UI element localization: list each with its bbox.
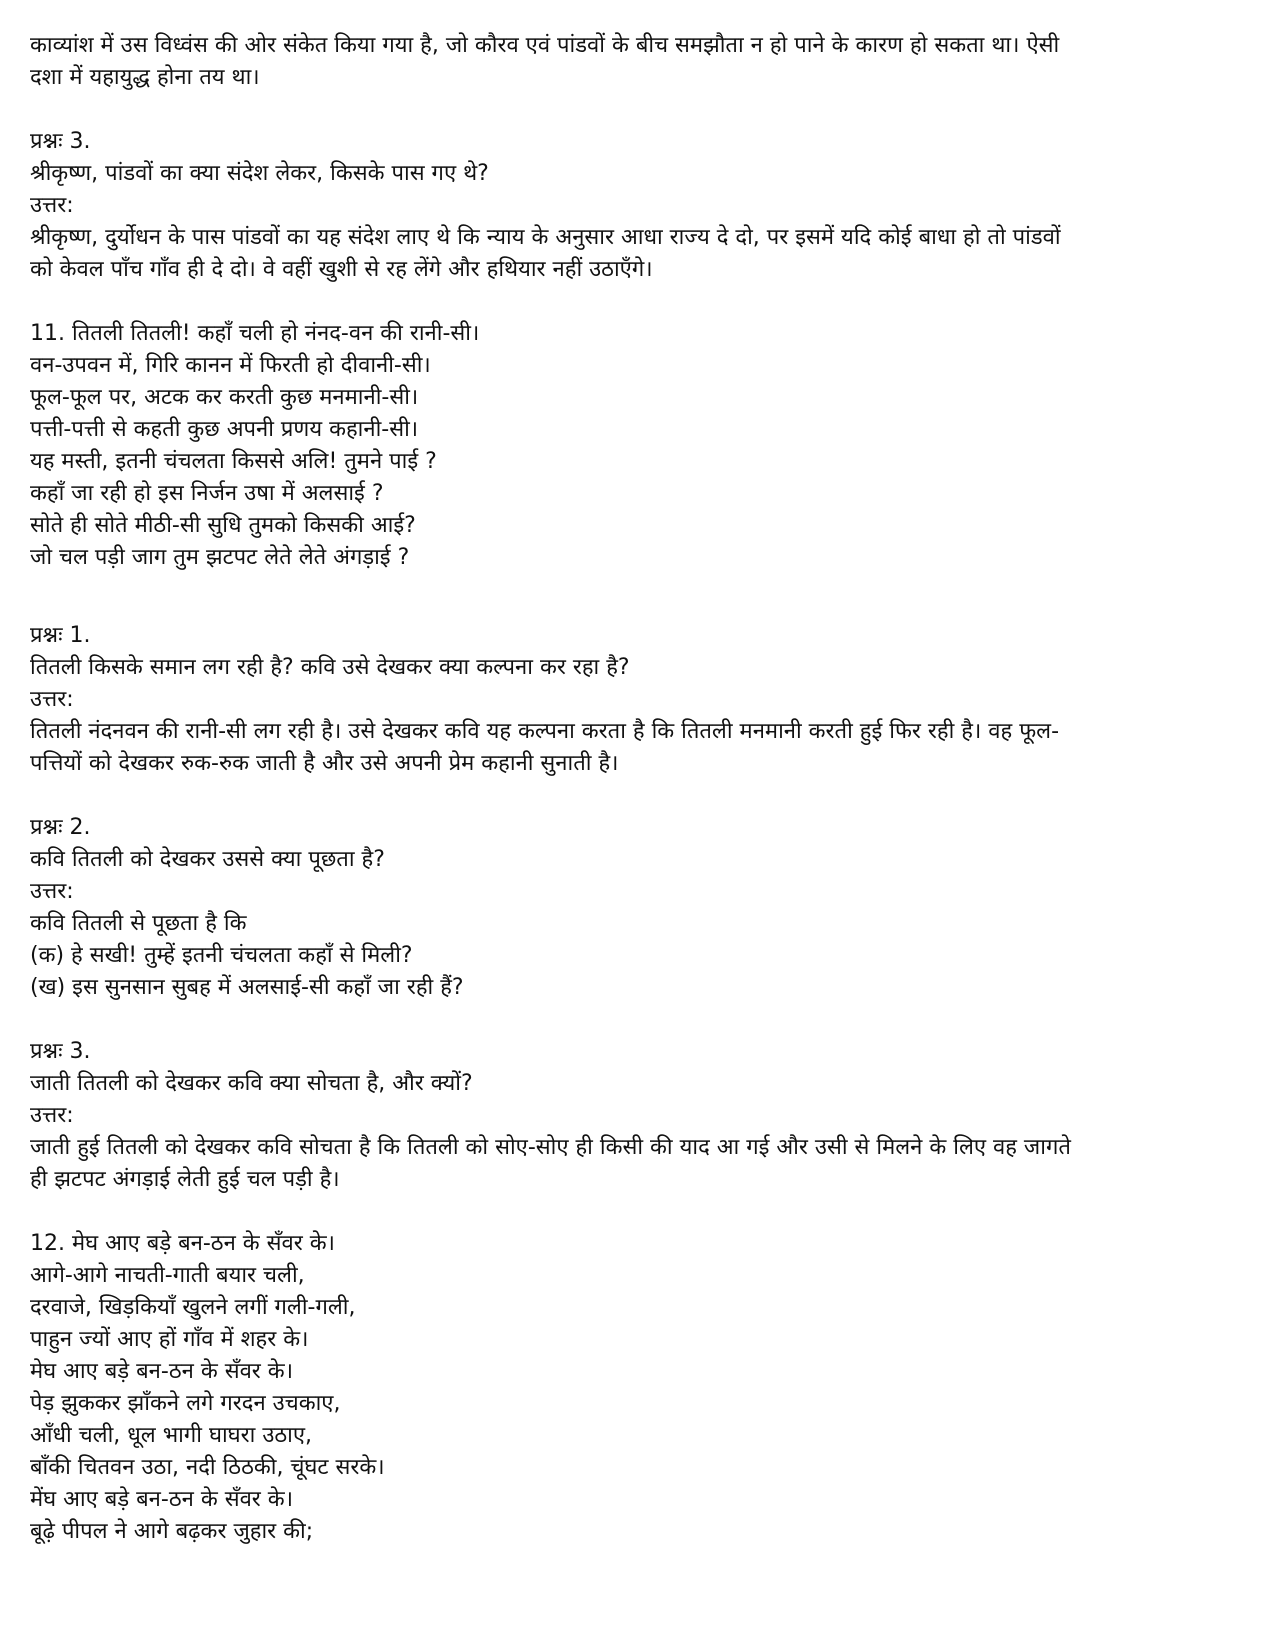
poem-line: कहाँ जा रही हो इस निर्जन उषा में अलसाई ? xyxy=(30,481,384,506)
poem-line: फूल-फूल पर, अटक कर करती कुछ मनमानी-सी। xyxy=(30,385,419,410)
question-number: प्रश्नः 3. xyxy=(30,129,91,154)
question-text: तितली किसके समान लग रही है? कवि उसे देखकर क्या कल्पना कर रहा है? xyxy=(30,655,630,680)
spacer xyxy=(30,1196,1245,1228)
question-block-3 xyxy=(30,1036,1245,1196)
poem-line: सोते ही सोते मीठी-सी सुधि तुमको किसकी आई? xyxy=(30,513,416,538)
poem-line: मेंघ आए बड़े बन-ठन के सँवर के। xyxy=(30,1487,294,1512)
spacer xyxy=(30,606,1245,620)
text-block-intro xyxy=(30,30,1245,94)
answer-text: कवि तितली से पूछता है कि xyxy=(30,911,247,936)
answer-label: उत्तर: xyxy=(30,879,74,904)
answer-text: पत्तियों को देखकर रुक-रुक जाती है और उसे अपनी प्रेम कहानी सुनाती है। xyxy=(30,751,619,776)
text-line: दशा में यहायुद्ध होना तय था। xyxy=(30,65,260,90)
question-text: जाती तितली को देखकर कवि क्या सोचता है, और क्यों? xyxy=(30,1071,473,1096)
poem-line: पेड़ झुककर झाँकने लगे गरदन उचकाए, xyxy=(30,1391,341,1416)
answer-label: उत्तर: xyxy=(30,1103,74,1128)
poem-line: आगे-आगे नाचती-गाती बयार चली, xyxy=(30,1263,305,1288)
poem-block-megh xyxy=(30,1228,1245,1548)
spacer xyxy=(30,286,1245,318)
poem-line: बूढ़े पीपल ने आगे बढ़कर जुहार की; xyxy=(30,1519,314,1544)
question-text: श्रीकृष्ण, पांडवों का क्या संदेश लेकर, किसके पास गए थे? xyxy=(30,161,489,186)
spacer xyxy=(30,94,1245,126)
answer-text: जाती हुई तितली को देखकर कवि सोचता है कि तितली को सोए-सोए ही किसी की याद आ गई और उसी से मिलने के लिए वह जागते xyxy=(30,1135,1071,1160)
text-line: काव्यांश में उस विध्वंस की ओर संकेत किया गया है, जो कौरव एवं पांडवों के बीच समझौता न हो पाने के कारण हो सकता था। ऐसी xyxy=(30,33,1060,58)
answer-text: (ख) इस सुनसान सुबह में अलसाई-सी कहाँ जा रही हैं? xyxy=(30,975,464,1000)
poem-line: आँधी चली, धूल भागी घाघरा उठाए, xyxy=(30,1423,313,1448)
question-number: प्रश्नः 3. xyxy=(30,1039,91,1064)
poem-line: यह मस्ती, इतनी चंचलता किससे अलि! तुमने पाई ? xyxy=(30,449,437,474)
poem-line: 11. तितली तितली! कहाँ चली हो नंनद-वन की रानी-सी। xyxy=(30,321,480,346)
poem-line: जो चल पड़ी जाग तुम झटपट लेते लेते अंगड़ाई ? xyxy=(30,545,410,570)
document-page xyxy=(30,30,1245,1548)
spacer xyxy=(30,780,1245,812)
poem-line: पत्ती-पत्ती से कहती कुछ अपनी प्रणय कहानी-सी। xyxy=(30,417,419,442)
question-block-2 xyxy=(30,812,1245,1004)
answer-text: श्रीकृष्ण, दुर्योधन के पास पांडवों का यह संदेश लाए थे कि न्याय के अनुसार आधा राज्य दे दो, पर इसमें यदि कोई बाधा हो तो पांडवों xyxy=(30,225,1061,250)
question-text: कवि तितली को देखकर उससे क्या पूछता है? xyxy=(30,847,385,872)
poem-line: वन-उपवन में, गिरि कानन में फिरती हो दीवानी-सी। xyxy=(30,353,431,378)
question-number: प्रश्नः 1. xyxy=(30,623,91,648)
question-block-krishna xyxy=(30,126,1245,286)
poem-block-titli xyxy=(30,318,1245,574)
answer-text: ही झटपट अंगड़ाई लेती हुई चल पड़ी है। xyxy=(30,1167,340,1192)
answer-text: को केवल पाँच गाँव ही दे दो। वे वहीं खुशी से रह लेंगे और हथियार नहीं उठाएँगे। xyxy=(30,257,653,282)
answer-text: (क) हे सखी! तुम्हें इतनी चंचलता कहाँ से मिली? xyxy=(30,943,413,968)
poem-line: बाँकी चितवन उठा, नदी ठिठकी, चूंघट सरके। xyxy=(30,1455,385,1480)
question-block-1 xyxy=(30,620,1245,780)
answer-label: उत्तर: xyxy=(30,193,74,218)
question-number: प्रश्नः 2. xyxy=(30,815,91,840)
spacer xyxy=(30,1004,1245,1036)
spacer xyxy=(30,574,1245,606)
poem-line: पाहुन ज्यों आए हों गाँव में शहर के। xyxy=(30,1327,309,1352)
poem-line: मेघ आए बड़े बन-ठन के सँवर के। xyxy=(30,1359,294,1384)
poem-line: 12. मेघ आए बड़े बन-ठन के सँवर के। xyxy=(30,1231,336,1256)
answer-text: तितली नंदनवन की रानी-सी लग रही है। उसे देखकर कवि यह कल्पना करता है कि तितली मनमानी करती हुई फिर रही है। वह फूल- xyxy=(30,719,1060,744)
poem-line: दरवाजे, खिड़कियाँ खुलने लगीं गली-गली, xyxy=(30,1295,356,1320)
answer-label: उत्तर: xyxy=(30,687,74,712)
